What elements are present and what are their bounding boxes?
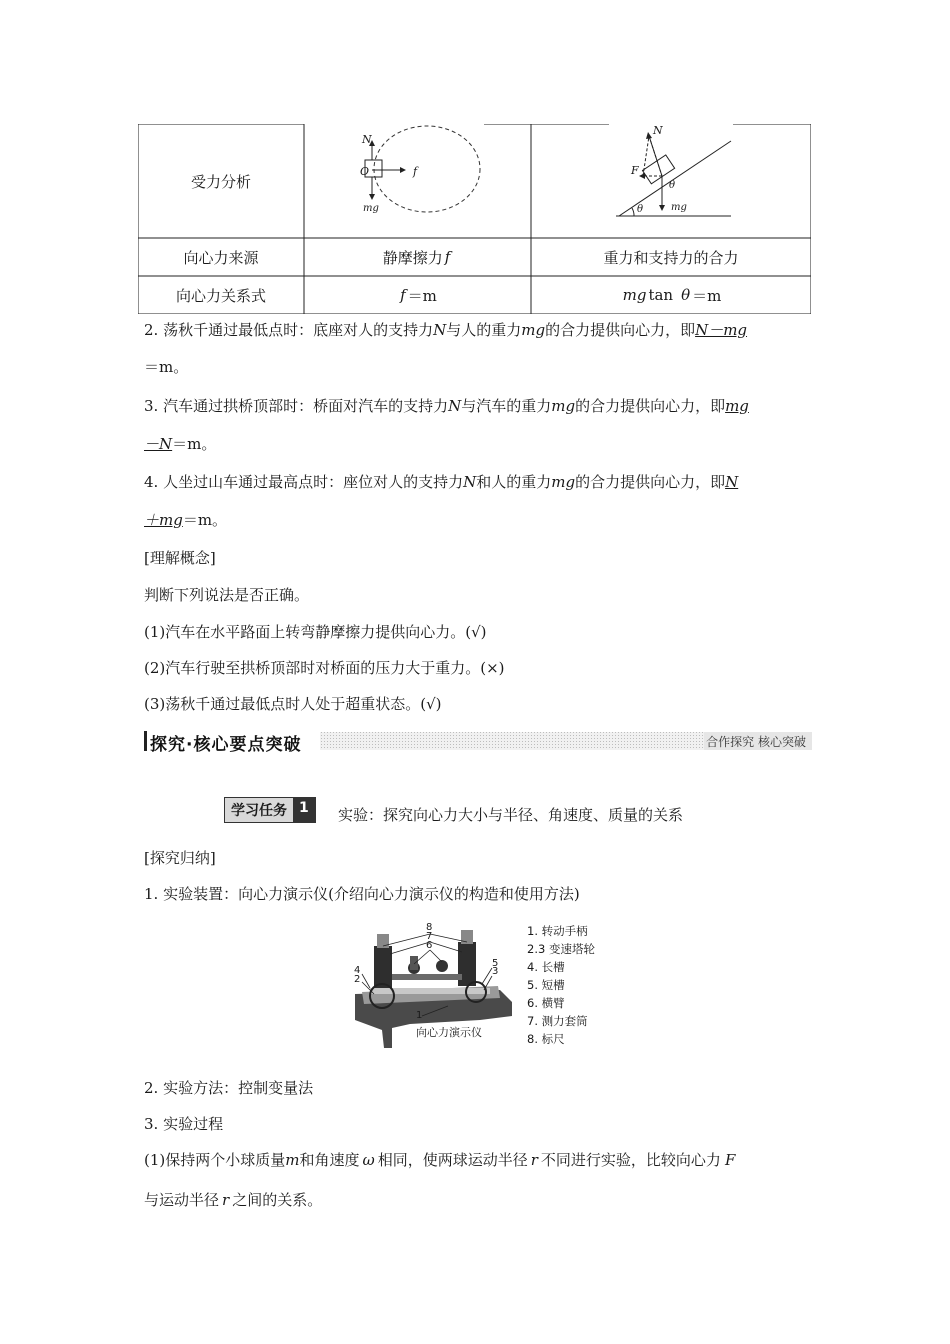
text: 相同，使两球运动半径 [377, 1151, 528, 1169]
incline-net-force-label: F [631, 164, 639, 177]
cell-text: ＝m [692, 286, 722, 305]
source-friction-cell [304, 238, 531, 276]
incline-theta-label: θ [669, 180, 676, 191]
text: (1)保持两个小球质量 [144, 1151, 286, 1169]
concept-heading: [理解概念] [144, 549, 216, 567]
judge-item-3: (3)荡秋千通过最低点时人处于超重状态。(√) [144, 695, 442, 713]
text: ＝m。 [182, 511, 228, 529]
cell-text: tan [648, 286, 674, 304]
cell-var: f [400, 286, 406, 304]
task-badge [224, 797, 316, 823]
section-subtitle: 合作探究 核心突破 [706, 735, 806, 749]
text: 的合力提供向心力，即 [575, 397, 726, 415]
paragraph-swing-cont [144, 357, 188, 377]
legend-item: 8. 标尺 [527, 1032, 565, 1046]
text: 和角速度 [299, 1151, 360, 1169]
apparatus-legend [527, 922, 595, 1048]
formula-friction-cell [304, 276, 531, 314]
figure-caption: 向心力演示仪 [416, 1026, 482, 1039]
paragraph-swing [144, 320, 747, 340]
judge-item-2: (2)汽车行驶至拱桥顶部时对桥面的压力大于重力。(×) [144, 659, 505, 677]
text: 不同进行实验，比较向心力 [540, 1151, 721, 1169]
judge-item-1: (1)汽车在水平路面上转弯静摩擦力提供向心力。(√) [144, 623, 487, 641]
part-number-6: 6 [426, 940, 433, 951]
part-number-4: 4 [354, 965, 361, 976]
center-label: O [360, 165, 370, 178]
friction-label: f [413, 165, 418, 178]
text: 和人的重力 [476, 473, 552, 491]
var: N [448, 397, 462, 415]
cell-text: 向心力关系式 [175, 286, 266, 305]
gravity-label: mg [363, 203, 379, 214]
formula-incline-cell [531, 276, 811, 314]
force-analysis-table [138, 124, 811, 314]
explore-heading: [探究归纳] [144, 849, 216, 867]
part-number-1: 1 [416, 1010, 423, 1021]
step-apparatus: 1. 实验装置：向心力演示仪(介绍向心力演示仪的构造和使用方法) [144, 885, 580, 903]
cell-text: 向心力来源 [183, 248, 259, 267]
part-number-3: 3 [492, 966, 499, 977]
section-title: 探究·核心要点突破 [150, 735, 302, 755]
row-label-force-analysis [138, 124, 304, 238]
cell-var: f [444, 248, 451, 266]
var: mg [521, 321, 546, 339]
paragraph-bridge-cont [144, 434, 216, 454]
incline-diagram [531, 124, 811, 238]
step-process-1-cont [144, 1190, 322, 1210]
cell-text: 受力分析 [190, 172, 251, 191]
answer-blank: N－mg [695, 321, 748, 339]
answer-blank: －N [144, 435, 173, 453]
text: 与人的重力 [446, 321, 522, 339]
section-banner [144, 729, 812, 753]
var: ω [362, 1151, 375, 1169]
step-process: 3. 实验过程 [144, 1115, 224, 1133]
legend-item: 2.3 变速塔轮 [527, 942, 595, 956]
answer-blank: mg [725, 397, 749, 415]
text: 与运动半径 [144, 1191, 220, 1209]
answer-blank: N [725, 473, 739, 491]
row-label-formula [138, 276, 304, 314]
step-process-1 [144, 1150, 735, 1170]
judge-instruction: 判断下列说法是否正确。 [144, 586, 310, 604]
step-method: 2. 实验方法：控制变量法 [144, 1079, 314, 1097]
friction-diagram-svg [304, 124, 531, 238]
var: r [530, 1151, 538, 1169]
text: 4. 人坐过山车通过最高点时：座位对人的支持力 [144, 473, 464, 491]
text: ＝m。 [172, 435, 217, 453]
part-number-5: 5 [492, 958, 499, 969]
normal-force-label: N [362, 133, 372, 146]
var: m [285, 1151, 300, 1169]
text: 的合力提供向心力，即 [545, 321, 696, 339]
var: r [222, 1191, 230, 1209]
cell-var: mg [622, 286, 647, 304]
task-number: 1 [293, 798, 315, 822]
legend-item: 1. 转动手柄 [527, 924, 588, 938]
text: 与汽车的重力 [461, 397, 552, 415]
task-label: 学习任务 [225, 798, 293, 822]
text: 之间的关系。 [232, 1191, 323, 1209]
cell-text: ＝m [407, 286, 437, 305]
incline-gravity-label: mg [671, 202, 687, 213]
part-number-2: 2 [354, 974, 361, 985]
cell-text: 静摩擦力 [382, 248, 443, 267]
legend-item: 6. 横臂 [527, 996, 565, 1010]
legend-item: 4. 长槽 [527, 960, 565, 974]
var: mg [551, 397, 576, 415]
task-title: 实验：探究向心力大小与半径、角速度、质量的关系 [338, 806, 684, 824]
paragraph-coaster-cont [144, 510, 227, 530]
text: 3. 汽车通过拱桥顶部时：桥面对汽车的支持力 [144, 397, 449, 415]
var: N [463, 473, 477, 491]
incline-normal-label: N [653, 124, 663, 137]
var: N [433, 321, 447, 339]
text: 的合力提供向心力，即 [575, 473, 726, 491]
part-number-7: 7 [426, 931, 433, 942]
legend-item: 5. 短槽 [527, 978, 565, 992]
cell-text: 重力和支持力的合力 [603, 248, 739, 267]
friction-diagram [304, 124, 531, 238]
paragraph-coaster [144, 472, 738, 492]
legend-item: 7. 测力套筒 [527, 1014, 588, 1028]
text: 2. 荡秋千通过最低点时：底座对人的支持力 [144, 321, 434, 339]
var: F [724, 1151, 736, 1169]
row-label-source [138, 238, 304, 276]
paragraph-bridge [144, 396, 749, 416]
source-incline-cell [531, 238, 811, 276]
cell-var: θ [681, 286, 691, 304]
text: ＝m。 [144, 358, 189, 376]
slope-angle-label: θ [637, 204, 644, 215]
apparatus-figure [350, 924, 515, 1050]
var: mg [551, 473, 576, 491]
part-number-8: 8 [426, 922, 433, 933]
answer-blank: ＋mg [144, 511, 183, 529]
